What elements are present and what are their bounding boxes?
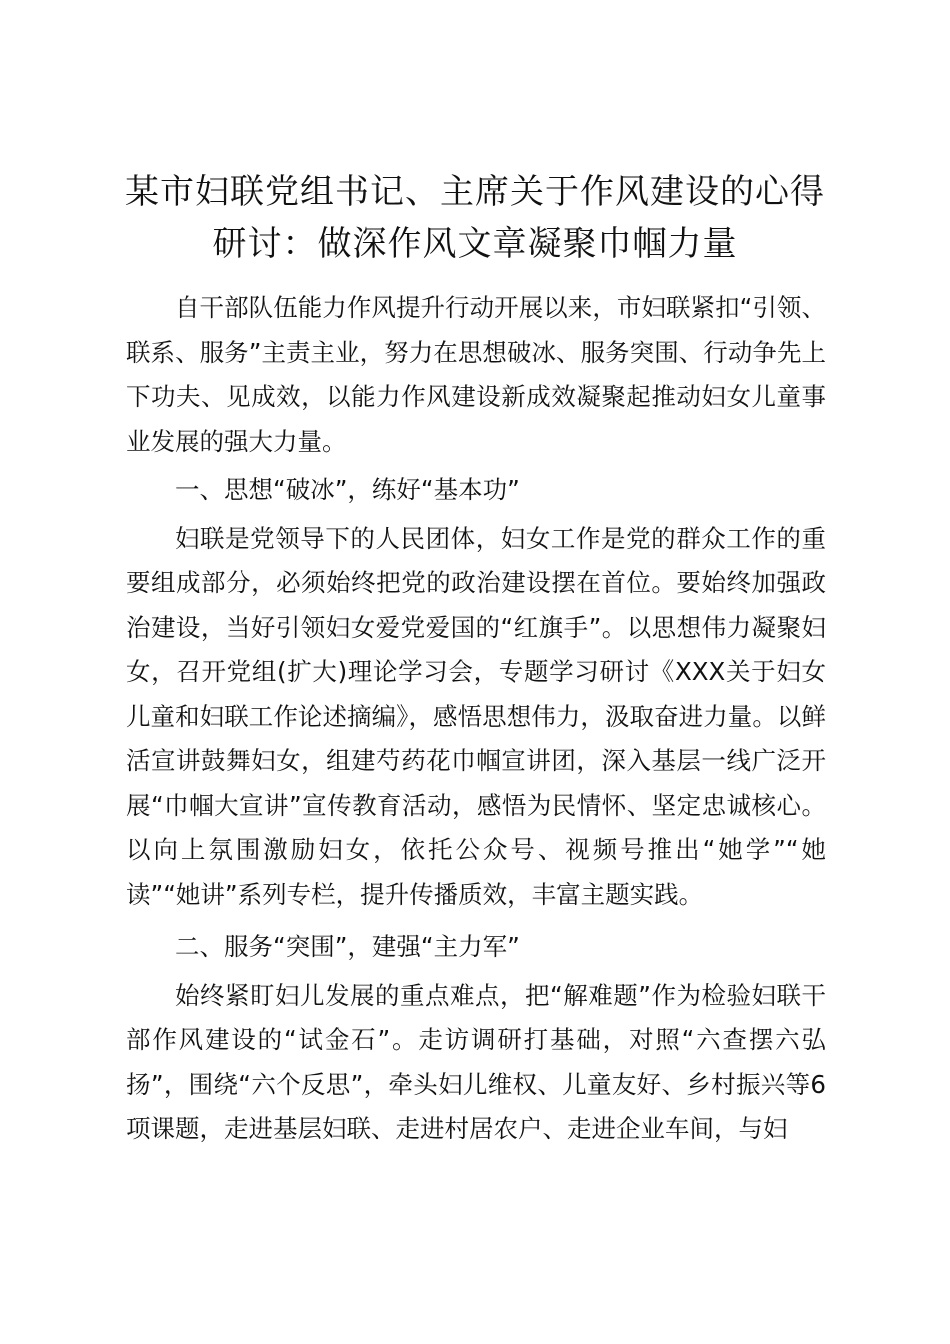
- intro-paragraph: 自干部队伍能力作风提升行动开展以来，市妇联紧扣“引领、联系、服务”主责主业，努力在思想破冰、服务突围、行动争先上下功夫、见成效，以能力作风建设新成效凝聚起推动妇女儿童事业发展的强大力量。: [126, 293, 826, 456]
- document-body: [126, 286, 826, 1152]
- section-2-paragraph: 始终紧盯妇儿发展的重点难点，把“解难题”作为检验妇联干部作风建设的“试金石”。走访调研打基础，对照“六查摆六弘扬”，围绕“六个反思”，牵头妇儿维权、儿童友好、乡村振兴等6项课题，走进基层妇联、走进村居农户、走进企业车间，与妇: [126, 980, 826, 1143]
- title-line-2: 研讨：做深作风文章凝聚巾帼力量: [212, 224, 738, 264]
- title-line-1: 某市妇联党组书记、主席关于作风建设的心得: [125, 172, 825, 212]
- section-1-heading: 一、思想“破冰”，练好“基本功”: [175, 475, 520, 504]
- section-2-heading: 二、服务“突围”，建强“主力军”: [175, 932, 520, 961]
- section-1-paragraph: 妇联是党领导下的人民团体，妇女工作是党的群众工作的重要组成部分，必须始终把党的政治建设摆在首位。要始终加强政治建设，当好引领妇女爱党爱国的“红旗手”。以思想伟力凝聚妇女，召开党组(扩大)理论学习会，专题学习研讨《XXX关于妇女儿童和妇联工作论述摘编》，感悟思想伟力，汲取奋进力量。以鲜活宣讲鼓舞妇女，组建芍药花巾帼宣讲团，深入基层一线广泛开展“巾帼大宣讲”宣传教育活动，感悟为民情怀、坚定忠诚核心。以向上氛围激励妇女，依托公众号、视频号推出“她学”“她读”“她讲”系列专栏，提升传播质效，丰富主题实践。: [126, 523, 826, 909]
- document-title: [100, 166, 850, 270]
